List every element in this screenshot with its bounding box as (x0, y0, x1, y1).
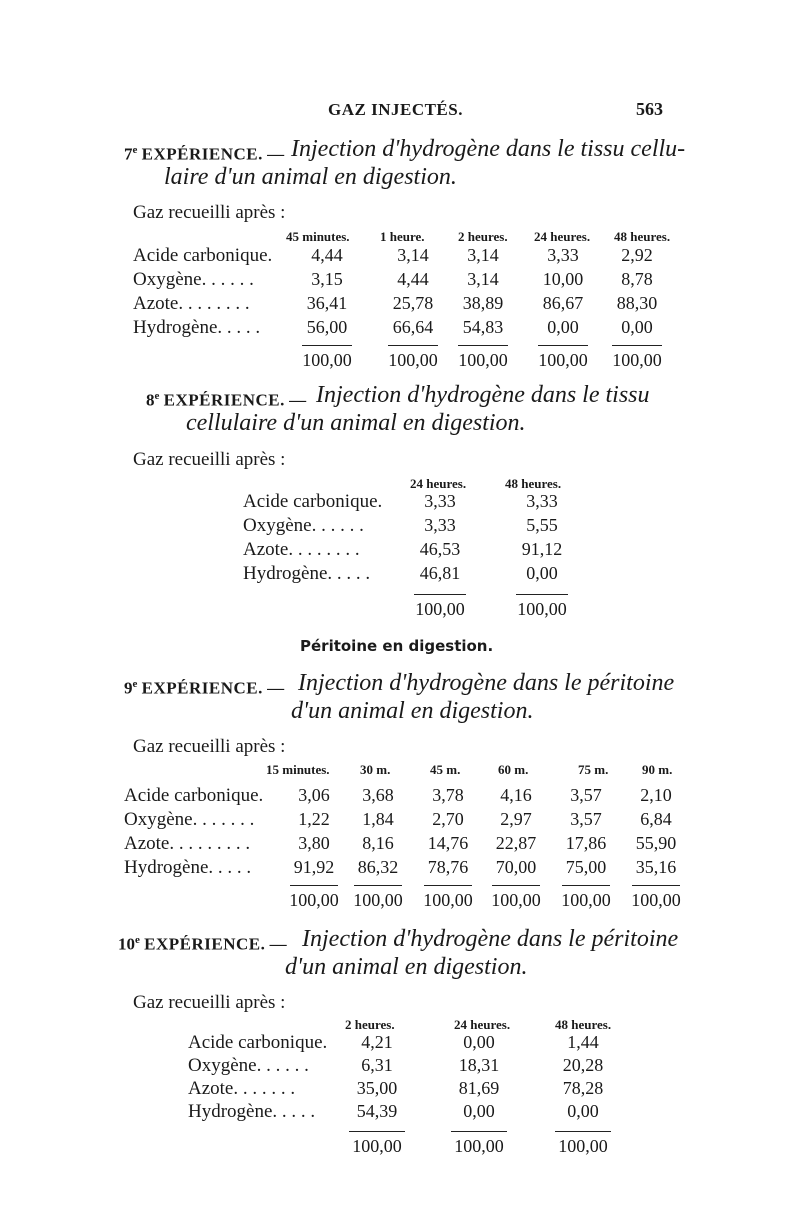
exp8-col-1: 48 heures. (505, 476, 562, 491)
exp10-title-line1: Injection d'hydrogène dans le péritoine (302, 926, 679, 952)
exp9-cell-0-5: 2,10 (640, 785, 672, 805)
exp9-row-1-label: Oxygène. . . . . . . (124, 809, 255, 830)
exp7-cell-2-4: 88,30 (616, 293, 658, 313)
exp10-dash: — (269, 934, 287, 954)
exp7-col-4: 48 heures. (614, 229, 671, 244)
exp9-total-5: 100,00 (631, 890, 681, 910)
section-heading: Péritoine en digestion. (300, 637, 494, 655)
exp7-cell-2-2: 38,89 (462, 293, 504, 313)
exp8-cell-1-1: 5,55 (526, 515, 558, 535)
exp10-sup: e (135, 934, 140, 946)
exp9-cell-0-2: 3,78 (432, 785, 464, 805)
exp9-cell-2-2: 14,76 (427, 833, 469, 853)
exp10-total-1: 100,00 (454, 1136, 504, 1156)
exp8-label (146, 390, 306, 411)
exp9-cell-3-4: 75,00 (565, 857, 607, 877)
exp8-col-0: 24 heures. (410, 476, 467, 491)
exp9-title-line2: d'un animal en digestion. (291, 698, 534, 724)
exp10-number: 10 (118, 934, 135, 954)
exp7-title-line1: Injection d'hydrogène dans le tissu cellu- (291, 136, 686, 162)
exp9-cell-2-3: 22,87 (495, 833, 537, 853)
exp7-total-2: 100,00 (458, 350, 508, 370)
exp9-rule-2 (424, 885, 472, 886)
exp7-word: EXPÉRIENCE. (141, 144, 263, 164)
exp7-col-2: 2 heures. (458, 229, 508, 244)
exp7-total-1: 100,00 (388, 350, 438, 370)
exp10-cell-1-1: 18,31 (458, 1055, 500, 1075)
exp8-gaz-label: Gaz recueilli après : (133, 449, 286, 470)
exp9-dash: — (267, 678, 285, 698)
exp7-rule-1 (388, 345, 438, 346)
exp8-cell-0-0: 3,33 (424, 491, 456, 511)
exp8-cell-3-1: 0,00 (526, 563, 558, 583)
exp7-row-3-label: Hydrogène. . . . . (133, 317, 261, 338)
exp10-rule-0 (349, 1131, 405, 1132)
exp9-col-3: 60 m. (498, 762, 529, 777)
exp8-cell-2-1: 91,12 (521, 539, 563, 559)
exp10-cell-1-0: 6,31 (361, 1055, 393, 1075)
exp7-cell-3-0: 56,00 (306, 317, 348, 337)
exp10-gaz-label: Gaz recueilli après : (133, 992, 286, 1013)
exp9-cell-0-4: 3,57 (570, 785, 602, 805)
exp9-cell-1-2: 2,70 (432, 809, 464, 829)
exp9-cell-2-0: 3,80 (298, 833, 330, 853)
exp7-cell-2-3: 86,67 (542, 293, 584, 313)
exp7-rule-3 (538, 345, 588, 346)
exp7-cell-2-1: 25,78 (392, 293, 434, 313)
exp8-rule-1 (516, 594, 568, 595)
exp9-rule-3 (492, 885, 540, 886)
exp10-row-2-label: Azote. . . . . . . (188, 1078, 296, 1099)
exp9-cell-1-0: 1,22 (298, 809, 330, 829)
exp9-sup: e (132, 678, 138, 690)
running-header: GAZ INJECTÉS. (328, 100, 463, 119)
exp7-cell-0-3: 3,33 (547, 245, 579, 265)
exp7-col-0: 45 minutes. (286, 229, 350, 244)
exp8-title-line1: Injection d'hydrogène dans le tissu (316, 382, 650, 408)
exp8-number: 8 (146, 390, 155, 410)
exp7-gaz-label: Gaz recueilli après : (133, 202, 286, 223)
exp9-row-0-label: Acide carbonique. (124, 785, 264, 806)
exp9-row-2-label: Azote. . . . . . . . . (124, 833, 251, 854)
exp9-rule-0 (290, 885, 338, 886)
exp7-dash: — (267, 144, 285, 164)
exp10-title-line2: d'un animal en digestion. (285, 954, 528, 980)
exp9-cell-2-5: 55,90 (635, 833, 677, 853)
exp10-total-2: 100,00 (558, 1136, 608, 1156)
exp9-row-3-label: Hydrogène. . . . . (124, 857, 252, 878)
exp9-total-3: 100,00 (491, 890, 541, 910)
exp9-cell-0-0: 3,06 (298, 785, 330, 805)
exp10-cell-3-0: 54,39 (356, 1101, 398, 1121)
exp9-col-1: 30 m. (360, 762, 391, 777)
exp8-total-0: 100,00 (415, 599, 465, 619)
exp9-total-1: 100,00 (353, 890, 403, 910)
exp7-number: 7 (124, 144, 133, 164)
exp9-cell-0-3: 4,16 (500, 785, 532, 805)
exp9-cell-1-5: 6,84 (640, 809, 672, 829)
exp8-sup: e (154, 390, 160, 402)
exp10-rule-1 (451, 1131, 507, 1132)
exp7-cell-1-1: 4,44 (397, 269, 429, 289)
exp9-col-2: 45 m. (430, 762, 461, 777)
exp7-row-2-label: Azote. . . . . . . . (133, 293, 250, 314)
exp7-cell-0-4: 2,92 (621, 245, 653, 265)
exp9-cell-3-1: 86,32 (357, 857, 399, 877)
exp8-row-3-label: Hydrogène. . . . . (243, 563, 371, 584)
exp9-cell-3-0: 91,92 (293, 857, 335, 877)
exp7-label (124, 144, 284, 165)
exp9-cell-1-1: 1,84 (362, 809, 394, 829)
exp8-cell-2-0: 46,53 (419, 539, 461, 559)
exp10-col-0: 2 heures. (345, 1017, 395, 1032)
exp9-rule-5 (632, 885, 680, 886)
exp8-cell-0-1: 3,33 (526, 491, 558, 511)
exp7-cell-0-1: 3,14 (397, 245, 429, 265)
exp9-col-5: 90 m. (642, 762, 673, 777)
exp10-cell-2-2: 78,28 (562, 1078, 604, 1098)
exp9-cell-2-4: 17,86 (565, 833, 607, 853)
exp9-word: EXPÉRIENCE. (141, 678, 263, 698)
exp10-cell-3-2: 0,00 (567, 1101, 599, 1121)
exp7-row-1-label: Oxygène. . . . . . (133, 269, 254, 290)
exp8-row-2-label: Azote. . . . . . . . (243, 539, 360, 560)
exp7-cell-3-2: 54,83 (462, 317, 504, 337)
exp10-rule-2 (555, 1131, 611, 1132)
exp8-total-1: 100,00 (517, 599, 567, 619)
exp9-cell-1-4: 3,57 (570, 809, 602, 829)
exp7-cell-3-3: 0,00 (547, 317, 579, 337)
exp9-cell-0-1: 3,68 (362, 785, 394, 805)
exp10-col-2: 48 heures. (555, 1017, 612, 1032)
exp7-cell-3-1: 66,64 (392, 317, 434, 337)
exp8-row-0-label: Acide carbonique. (243, 491, 383, 512)
exp9-col-4: 75 m. (578, 762, 609, 777)
exp9-title-line1: Injection d'hydrogène dans le péritoine (298, 670, 675, 696)
exp10-cell-1-2: 20,28 (562, 1055, 604, 1075)
exp7-row-0-label: Acide carbonique. (133, 245, 273, 266)
exp7-cell-1-3: 10,00 (542, 269, 584, 289)
exp7-cell-3-4: 0,00 (621, 317, 653, 337)
exp8-dash: — (289, 390, 307, 410)
exp9-cell-2-1: 8,16 (362, 833, 394, 853)
exp8-rule-0 (414, 594, 466, 595)
exp7-col-1: 1 heure. (380, 229, 425, 244)
exp7-rule-0 (302, 345, 352, 346)
exp10-total-0: 100,00 (352, 1136, 402, 1156)
exp9-total-2: 100,00 (423, 890, 473, 910)
exp10-row-3-label: Hydrogène. . . . . (188, 1101, 316, 1122)
exp8-cell-1-0: 3,33 (424, 515, 456, 535)
exp8-row-1-label: Oxygène. . . . . . (243, 515, 364, 536)
exp7-rule-2 (458, 345, 508, 346)
exp9-label (124, 678, 284, 699)
exp9-cell-3-3: 70,00 (495, 857, 537, 877)
exp7-cell-1-4: 8,78 (621, 269, 653, 289)
exp9-rule-4 (562, 885, 610, 886)
exp9-total-4: 100,00 (561, 890, 611, 910)
exp7-total-3: 100,00 (538, 350, 588, 370)
exp7-total-4: 100,00 (612, 350, 662, 370)
exp9-number: 9 (124, 678, 133, 698)
exp8-word: EXPÉRIENCE. (163, 390, 285, 410)
exp10-cell-0-0: 4,21 (361, 1032, 393, 1052)
exp9-gaz-label: Gaz recueilli après : (133, 736, 286, 757)
exp10-row-0-label: Acide carbonique. (188, 1032, 328, 1053)
exp7-cell-1-2: 3,14 (467, 269, 499, 289)
exp7-total-0: 100,00 (302, 350, 352, 370)
exp10-cell-0-1: 0,00 (463, 1032, 495, 1052)
exp7-cell-0-0: 4,44 (311, 245, 343, 265)
exp10-cell-2-0: 35,00 (356, 1078, 398, 1098)
exp9-col-0: 15 minutes. (266, 762, 330, 777)
exp9-cell-3-5: 35,16 (635, 857, 677, 877)
exp8-title-line2: cellulaire d'un animal en digestion. (186, 410, 526, 436)
exp10-word: EXPÉRIENCE. (144, 934, 266, 954)
exp9-rule-1 (354, 885, 402, 886)
exp10-row-1-label: Oxygène. . . . . . (188, 1055, 309, 1076)
exp10-cell-2-1: 81,69 (458, 1078, 500, 1098)
exp10-label (118, 934, 287, 955)
exp7-rule-4 (612, 345, 662, 346)
exp7-sup: e (132, 144, 138, 156)
exp10-cell-3-1: 0,00 (463, 1101, 495, 1121)
exp9-cell-3-2: 78,76 (427, 857, 469, 877)
exp7-cell-2-0: 36,41 (306, 293, 348, 313)
exp8-cell-3-0: 46,81 (419, 563, 461, 583)
exp7-col-3: 24 heures. (534, 229, 591, 244)
exp10-col-1: 24 heures. (454, 1017, 511, 1032)
exp9-total-0: 100,00 (289, 890, 339, 910)
exp9-cell-1-3: 2,97 (500, 809, 532, 829)
exp7-cell-0-2: 3,14 (467, 245, 499, 265)
exp7-title-line2: laire d'un animal en digestion. (164, 164, 457, 190)
exp10-cell-0-2: 1,44 (567, 1032, 599, 1052)
exp7-cell-1-0: 3,15 (311, 269, 343, 289)
page-number: 563 (636, 99, 663, 119)
